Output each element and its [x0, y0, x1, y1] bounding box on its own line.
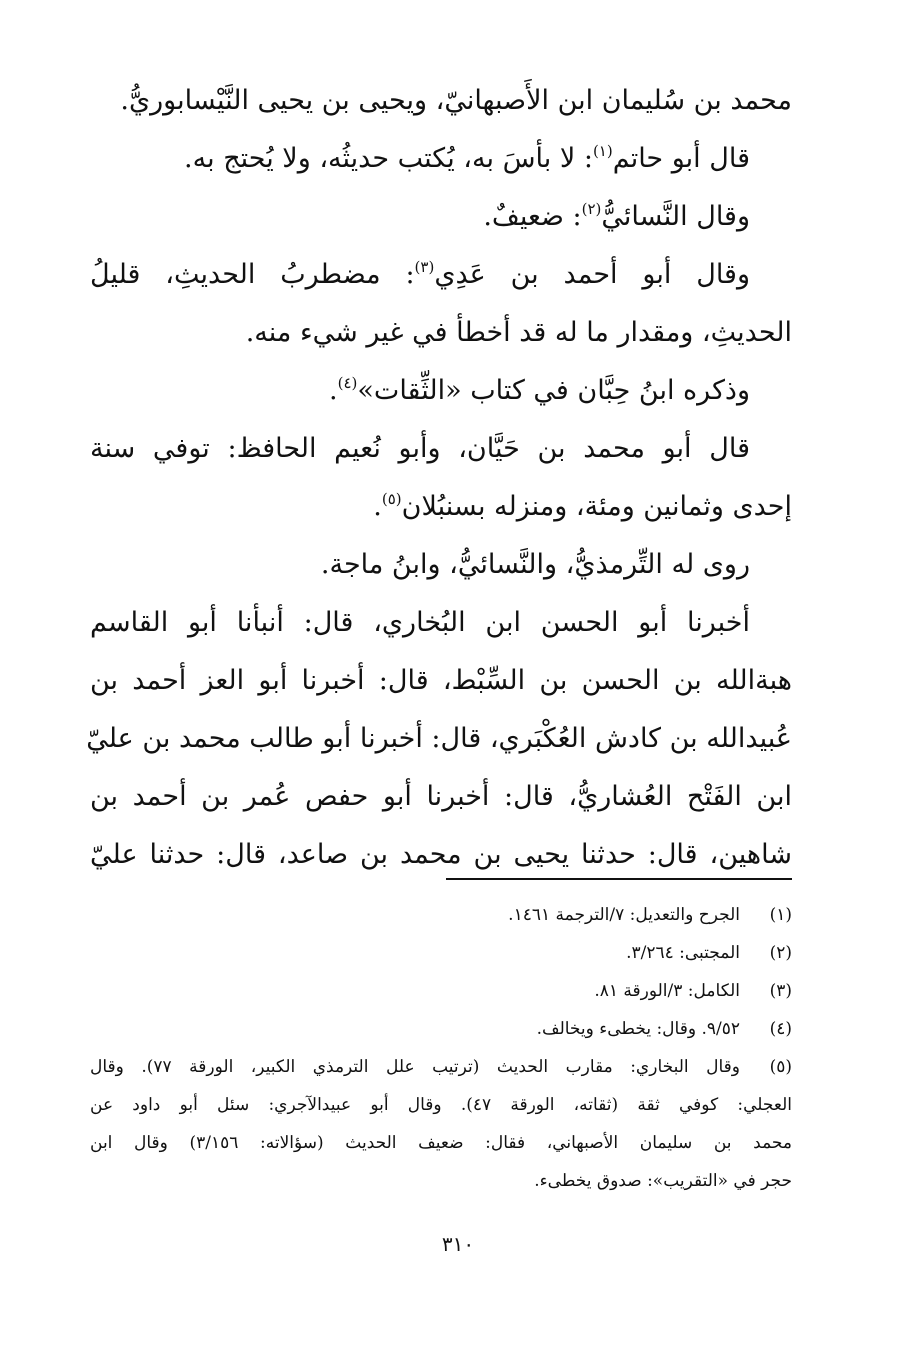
footnotes — [90, 896, 792, 1200]
footnote-text: وقال البخاري: مقارب الحديث (ترتيب علل الترمذي الكبير، الورقة ٧٧). وقال — [90, 1057, 740, 1077]
text-segment: : مضطربُ الحديثِ، قليلُ — [90, 259, 415, 290]
text-segment: وقال أبو أحمد بن عَدِي — [434, 259, 750, 290]
footnote-5-line-2: العجلي: كوفي ثقة (ثقاته، الورقة ٤٧). وقال أبو عبيدالآجري: سئل أبو داود عن — [90, 1095, 792, 1115]
text-line-3 — [90, 188, 792, 246]
text-segment: وذكره ابنُ حِبَّان في كتاب «الثِّقات» — [357, 375, 750, 406]
footnote-number: (٤) — [769, 1019, 792, 1039]
footnote-ref-3[interactable]: (٣) — [414, 258, 435, 276]
footnote-number: (١) — [769, 905, 792, 925]
main-text — [86, 72, 792, 884]
footnote-separator — [446, 878, 792, 880]
text-segment: وقال النَّسائيُّ — [601, 201, 750, 232]
footnote-3 — [90, 972, 792, 1010]
text-line-7: قال أبو محمد بن حَيَّان، وأبو نُعيم الحافظ: توفي سنة — [90, 433, 750, 464]
footnote-2 — [90, 934, 792, 972]
text-line-8 — [90, 478, 792, 536]
text-line-10: أخبرنا أبو الحسن ابن البُخاري، قال: أنبأنا أبو القاسم — [90, 607, 750, 638]
footnote-number: (٥) — [769, 1057, 792, 1077]
footnote-text: الجرح والتعديل: ٧/الترجمة ١٤٦١. — [508, 905, 740, 925]
footnote-number: (٢) — [769, 943, 792, 963]
text-segment: . — [329, 375, 338, 406]
footnote-number: (٣) — [769, 981, 792, 1001]
footnote-1 — [90, 896, 792, 934]
footnote-5 — [90, 1048, 792, 1086]
text-line-5: الحديثِ، ومقدار ما له قد أخطأ في غير شيء منه. — [245, 317, 792, 348]
text-line-1: محمد بن سُليمان ابن الأَصبهانيّ، ويحيى بن يحيى النَّيْسابوريُّ. — [120, 85, 792, 116]
footnote-ref-4[interactable]: (٤) — [337, 374, 358, 392]
footnote-4 — [90, 1010, 792, 1048]
page-number: ٣١٠ — [441, 1232, 475, 1256]
footnote-text: المجتبى: ٣/٢٦٤. — [626, 943, 740, 963]
footnote-text: ٩/٥٢. وقال: يخطىء ويخالف. — [536, 1019, 740, 1039]
text-segment: إحدى وثمانين ومئة، ومنزله بسنبُلان — [401, 491, 792, 522]
text-line-4 — [90, 246, 792, 304]
text-line-12: عُبيدالله بن كادش العُكْبَري، قال: أخبرنا أبو طالب محمد بن عليّ — [86, 723, 792, 754]
text-line-14: شاهين، قال: حدثنا يحيى بن محمد بن صاعد، قال: حدثنا عليّ — [90, 839, 792, 870]
footnote-ref-1[interactable]: (١) — [592, 142, 613, 160]
footnote-5-line-4: حجر في «التقريب»: صدوق يخطىء. — [534, 1171, 792, 1191]
text-segment: : ضعيفٌ. — [483, 201, 582, 232]
text-line-9: روى له التِّرمذيُّ، والنَّسائيُّ، وابنُ ماجة. — [320, 549, 750, 580]
footnote-text: الكامل: ٣/الورقة ٨١. — [594, 981, 740, 1001]
text-segment: قال أبو حاتم — [612, 143, 750, 174]
text-segment: . — [373, 491, 382, 522]
footnote-ref-5[interactable]: (٥) — [381, 490, 402, 508]
footnote-5-line-3: محمد بن سليمان الأصبهاني، فقال: ضعيف الحديث (سؤالاته: ٣/١٥٦) وقال ابن — [90, 1133, 792, 1153]
text-segment: : لا بأسَ به، يُكتب حديثُه، ولا يُحتج به. — [184, 143, 593, 174]
footnote-ref-2[interactable]: (٢) — [581, 200, 602, 218]
text-line-6 — [90, 362, 792, 420]
text-line-2 — [90, 130, 792, 188]
text-line-11: هبةالله بن الحسن بن السِّبْط، قال: أخبرنا أبو العز أحمد بن — [90, 665, 792, 696]
text-line-13: ابن الفَتْح العُشاريُّ، قال: أخبرنا أبو حفص عُمر بن أحمد بن — [90, 781, 792, 812]
